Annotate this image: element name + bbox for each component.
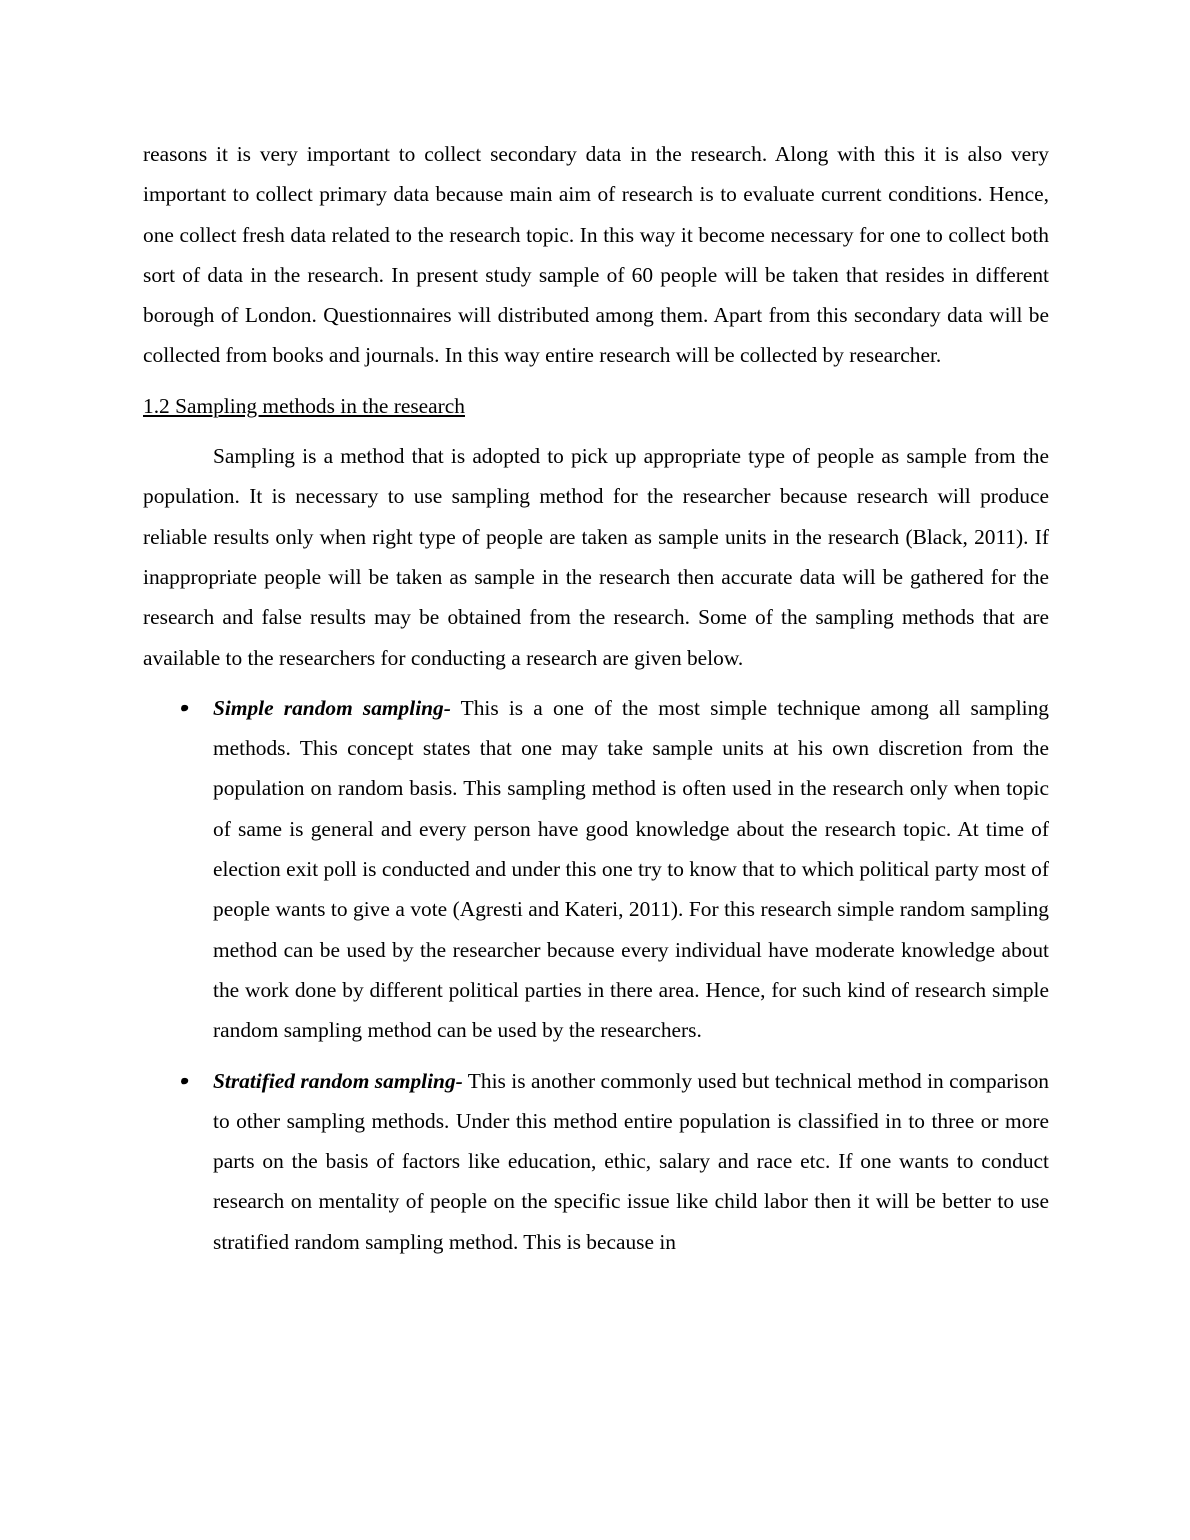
bullet-term: Simple random sampling- — [213, 695, 451, 720]
bullet-icon — [180, 1061, 190, 1101]
bullet-text: This is a one of the most simple technique among all sampling methods. This concept states that one may take sample units at his own discretion from the population on random basis. This sampling method is often used in the research only when topic of same is general and every person have good knowledge about the research topic. At time of election exit poll is conducted and under this one try to know that to which political party most of people wants to give a vote (Agresti and Kateri, 2011). For this research simple random sampling method can be used by the researcher because every individual have moderate knowledge about the work done by different political parties in there area. Hence, for such kind of research simple random sampling method can be used by the researchers. — [213, 695, 1049, 1043]
bullet-term: Stratified random sampling- — [213, 1068, 463, 1093]
sampling-paragraph: Sampling is a method that is adopted to pick up appropriate type of people as sample from the population. It is necessary to use sampling method for the researcher because research will produce reliable results only when right type of people are taken as sample units in the research (Black, 2011). If inappropriate people will be taken as sample in the research then accurate data will be gathered for the research and false results may be obtained from the research. Some of the sampling methods that are available to the researchers for conducting a research are given below. — [143, 444, 1049, 670]
list-item — [143, 688, 1049, 1051]
bullet-icon — [180, 688, 190, 728]
sampling-methods-list — [143, 688, 1049, 1262]
document-page — [143, 134, 1049, 1272]
bullet-text: This is another commonly used but technical method in comparison to other sampling methods. Under this method entire population is classified in to three or more parts on the basis of factors like education, ethic, salary and race etc. If one wants to conduct research on mentality of people on the specific issue like child labor then it will be better to use stratified random sampling method. This is because in — [213, 1068, 1049, 1254]
intro-paragraph: reasons it is very important to collect secondary data in the research. Along with this it is also very important to collect primary data because main aim of research is to evaluate current conditions. Hence, one collect fresh data related to the research topic. In this way it become necessary for one to collect both sort of data in the research. In present study sample of 60 people will be taken that resides in different borough of London. Questionnaires will distributed among them. Apart from this secondary data will be collected from books and journals. In this way entire research will be collected by researcher. — [143, 142, 1049, 368]
list-item — [143, 1061, 1049, 1262]
section-heading: 1.2 Sampling methods in the research — [143, 393, 465, 418]
